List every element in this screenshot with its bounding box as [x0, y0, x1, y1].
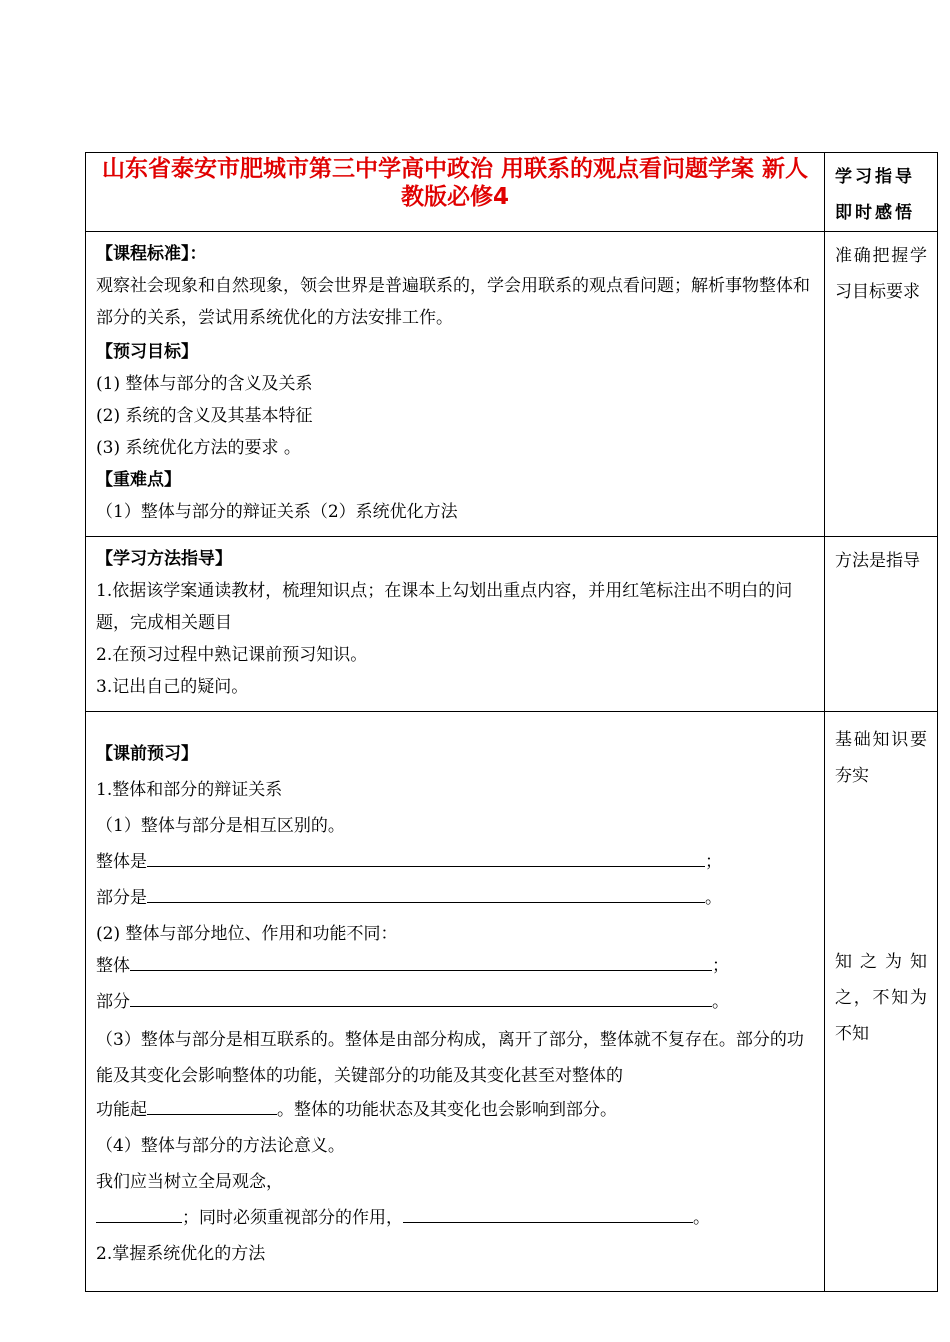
standard-heading: 【课程标准】：: [96, 244, 207, 264]
side-header-cell: [825, 153, 938, 232]
method-item: 1.依据该学案通读教材，梳理知识点；在课本上勾划出重点内容，并用红笔标注出不明白的问题，完成相关题目: [96, 581, 793, 633]
preview-heading: 【课前预习】: [96, 744, 198, 764]
side-note-cell: [825, 232, 938, 537]
study-sheet-table: [85, 152, 938, 1292]
section-standards: [86, 232, 825, 537]
blank-field[interactable]: [147, 882, 705, 903]
method-item: 2.在预习过程中熟记课前预习知识。: [96, 645, 368, 665]
preview-line: 2.掌握系统优化的方法: [96, 1244, 266, 1264]
fill-line-whole: 整体是 ；: [96, 846, 816, 878]
section-preview: [86, 712, 825, 1292]
fill-line-method: ；同时必须重视部分的作用， 。: [96, 1202, 816, 1234]
standard-text: 观察社会现象和自然现象，领会世界是普遍联系的，学会用联系的观点看问题；解析事物整体和部分的关系，尝试用系统优化的方法安排工作。: [96, 276, 810, 328]
goal-item: (3) 系统优化方法的要求 。: [96, 438, 301, 458]
fill-line-function: 功能起 。整体的功能状态及其变化也会影响到部分。: [96, 1094, 816, 1126]
method-heading: 【学习方法指导】: [96, 549, 232, 569]
difficulty-text: （1）整体与部分的辩证关系（2）系统优化方法: [96, 502, 458, 522]
preview-line: （4）整体与部分的方法论意义。: [96, 1136, 345, 1156]
preview-line: (2) 整体与部分地位、作用和功能不同：: [96, 924, 398, 944]
blank-field[interactable]: [96, 1202, 182, 1223]
goal-item: (1) 整体与部分的含义及关系: [96, 374, 313, 394]
difficulty-heading: 【重难点】: [96, 470, 181, 490]
side-note: 知之为知之，不知为不知: [835, 952, 927, 1044]
preview-paragraph: （3）整体与部分是相互联系的。整体是由部分构成，离开了部分，整体就不复存在。部分的功能及其变化会影响整体的功能，关键部分的功能及其变化甚至对整体的: [96, 1030, 804, 1086]
blank-field[interactable]: [147, 846, 705, 867]
fill-line-whole-role: 整体 ；: [96, 950, 816, 982]
side-header-line-2: 即时感悟: [835, 203, 915, 223]
preview-line: （1）整体与部分是相互区别的。: [96, 816, 345, 836]
side-note: 方法是指导: [835, 551, 920, 571]
blank-field[interactable]: [403, 1202, 693, 1223]
side-header: [825, 153, 937, 231]
preview-line: 1.整体和部分的辩证关系: [96, 780, 283, 800]
preview-line: 我们应当树立全局观念，: [96, 1172, 283, 1192]
section-method: [86, 537, 825, 712]
side-note-cell: [825, 537, 938, 712]
blank-field[interactable]: [147, 1094, 277, 1115]
blank-field[interactable]: [130, 950, 712, 971]
side-note: 准确把握学习目标要求: [835, 246, 927, 302]
goal-item: (2) 系统的含义及其基本特征: [96, 406, 313, 426]
fill-line-part-role: 部分 。: [96, 986, 816, 1018]
title-cell: [86, 153, 825, 232]
side-note-cell: [825, 712, 938, 1292]
method-item: 3.记出自己的疑问。: [96, 677, 249, 697]
blank-field[interactable]: [130, 986, 712, 1007]
document-title: 山东省泰安市肥城市第三中学高中政治 用联系的观点看问题学案 新人教版必修4: [101, 156, 808, 210]
goals-heading: 【预习目标】: [96, 342, 198, 362]
side-header-line-1: 学习指导: [835, 167, 915, 187]
side-note: 基础知识要夯实: [835, 730, 927, 786]
fill-line-part: 部分是 。: [96, 882, 816, 914]
